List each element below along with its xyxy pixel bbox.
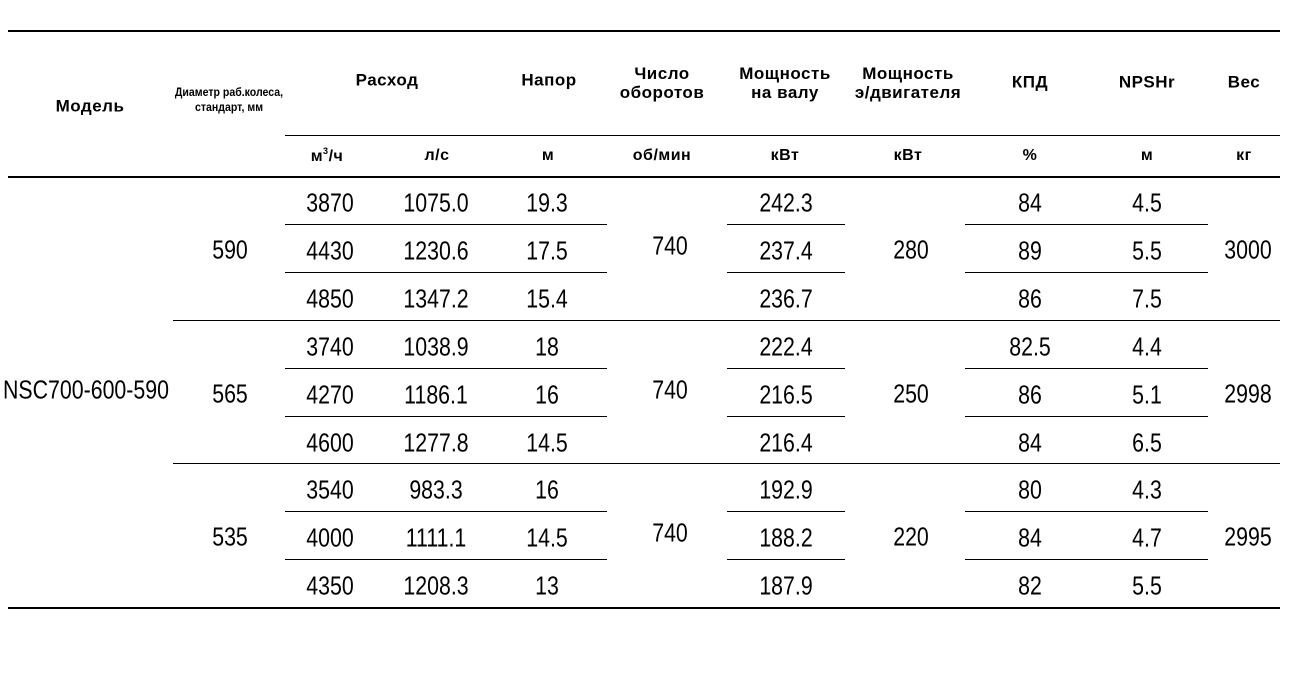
table-bottom-rule xyxy=(8,607,1280,609)
weight-cell: 3000 xyxy=(1224,234,1272,265)
flow-ls-cell: 1230.6 xyxy=(403,235,469,266)
npshr-cell: 6.5 xyxy=(1132,426,1162,457)
unit-flow-m3h-exp: 3 xyxy=(323,146,329,157)
header-shaft-power-line1: Мощность xyxy=(739,63,831,83)
head-cell: 18 xyxy=(535,331,559,362)
row-rule xyxy=(285,416,607,417)
unit-motor-power: кВт xyxy=(893,147,923,165)
flow-ls-cell: 1208.3 xyxy=(403,569,469,600)
motor-power-cell: 220 xyxy=(893,521,929,552)
table-top-rule xyxy=(8,30,1280,32)
head-cell: 17.5 xyxy=(526,235,568,266)
header-speed xyxy=(620,64,705,102)
shaft-power-cell: 187.9 xyxy=(759,569,813,600)
weight-cell: 2995 xyxy=(1224,521,1272,552)
npshr-cell: 5.5 xyxy=(1132,569,1162,600)
row-rule xyxy=(965,368,1208,369)
flow-ls-cell: 1038.9 xyxy=(403,331,469,362)
efficiency-cell: 86 xyxy=(1018,282,1042,313)
row-rule xyxy=(965,559,1208,560)
npshr-cell: 4.4 xyxy=(1132,331,1162,362)
row-rule xyxy=(727,368,845,369)
head-cell: 16 xyxy=(535,474,559,505)
shaft-power-cell: 216.5 xyxy=(759,379,813,410)
flow-m3h-cell: 4270 xyxy=(306,379,354,410)
header-motor-power xyxy=(855,64,961,102)
flow-m3h-cell: 4430 xyxy=(306,235,354,266)
speed-cell: 740 xyxy=(652,374,688,405)
unit-head: м xyxy=(541,147,555,165)
header-model: Модель xyxy=(55,96,125,116)
unit-shaft-power: кВт xyxy=(770,147,800,165)
header-flow: Расход xyxy=(355,70,419,90)
header-motor-power-line1: Мощность xyxy=(862,63,954,83)
header-speed-line1: Число xyxy=(634,63,690,83)
row-rule xyxy=(727,224,845,225)
speed-cell: 740 xyxy=(652,517,688,548)
unit-flow-m3h-base: м xyxy=(310,148,324,166)
header-shaft-power xyxy=(739,64,831,102)
row-rule xyxy=(727,416,845,417)
model-name: NSC700-600-590 xyxy=(3,374,169,405)
shaft-power-cell: 216.4 xyxy=(759,426,813,457)
flow-m3h-cell: 3740 xyxy=(306,331,354,362)
header-speed-line2: оборотов xyxy=(619,83,705,102)
efficiency-cell: 82.5 xyxy=(1009,331,1051,362)
row-rule xyxy=(965,416,1208,417)
row-rule xyxy=(965,272,1208,273)
npshr-cell: 5.1 xyxy=(1132,379,1162,410)
header-npshr: NPSHr xyxy=(1118,72,1176,92)
diameter-cell: 535 xyxy=(212,521,248,552)
diameter-cell: 565 xyxy=(212,378,248,409)
flow-ls-cell: 1111.1 xyxy=(405,522,467,553)
head-cell: 19.3 xyxy=(526,187,568,218)
flow-ls-cell: 983.3 xyxy=(409,474,463,505)
flow-ls-cell: 1347.2 xyxy=(403,282,469,313)
row-rule xyxy=(285,224,607,225)
npshr-cell: 5.5 xyxy=(1132,235,1162,266)
efficiency-cell: 82 xyxy=(1018,569,1042,600)
unit-npshr: м xyxy=(1140,147,1154,165)
shaft-power-cell: 236.7 xyxy=(759,282,813,313)
row-rule xyxy=(285,368,607,369)
head-cell: 14.5 xyxy=(526,426,568,457)
header-bottom-rule xyxy=(8,176,1280,178)
flow-m3h-cell: 4600 xyxy=(306,426,354,457)
unit-flow-ls: л/с xyxy=(424,147,450,165)
row-rule xyxy=(727,559,845,560)
motor-power-cell: 280 xyxy=(893,234,929,265)
unit-weight: кг xyxy=(1236,147,1252,165)
shaft-power-cell: 188.2 xyxy=(759,522,813,553)
header-diameter xyxy=(175,85,283,115)
unit-speed: об/мин xyxy=(632,147,692,165)
group-divider-2 xyxy=(173,463,1280,464)
npshr-cell: 4.7 xyxy=(1132,522,1162,553)
diameter-cell: 590 xyxy=(212,234,248,265)
npshr-cell: 4.3 xyxy=(1132,474,1162,505)
flow-ls-cell: 1075.0 xyxy=(403,187,469,218)
row-rule xyxy=(285,272,607,273)
head-cell: 16 xyxy=(535,379,559,410)
row-rule xyxy=(965,511,1208,512)
shaft-power-cell: 237.4 xyxy=(759,235,813,266)
motor-power-cell: 250 xyxy=(893,378,929,409)
head-cell: 15.4 xyxy=(526,282,568,313)
row-rule xyxy=(727,511,845,512)
efficiency-cell: 80 xyxy=(1018,474,1042,505)
row-rule xyxy=(727,272,845,273)
efficiency-cell: 84 xyxy=(1018,187,1042,218)
shaft-power-cell: 192.9 xyxy=(759,474,813,505)
unit-flow-m3h-tail: /ч xyxy=(328,148,344,166)
header-head: Напор xyxy=(521,70,577,90)
flow-m3h-cell: 4350 xyxy=(306,569,354,600)
weight-cell: 2998 xyxy=(1224,378,1272,409)
shaft-power-cell: 222.4 xyxy=(759,331,813,362)
header-efficiency: КПД xyxy=(1011,72,1049,92)
header-weight: Вес xyxy=(1227,72,1261,92)
unit-efficiency: % xyxy=(1022,147,1038,165)
efficiency-cell: 84 xyxy=(1018,426,1042,457)
unit-flow-m3h xyxy=(311,146,344,166)
row-rule xyxy=(285,559,607,560)
flow-ls-cell: 1277.8 xyxy=(403,426,469,457)
npshr-cell: 7.5 xyxy=(1132,282,1162,313)
flow-m3h-cell: 3540 xyxy=(306,474,354,505)
flow-ls-cell: 1186.1 xyxy=(404,379,468,410)
flow-m3h-cell: 4000 xyxy=(306,522,354,553)
header-diameter-line1: Диаметр раб.колеса, xyxy=(174,85,284,99)
efficiency-cell: 89 xyxy=(1018,235,1042,266)
header-motor-power-line2: э/двигателя xyxy=(854,83,962,102)
head-cell: 13 xyxy=(535,569,559,600)
header-unit-rule xyxy=(285,135,1280,136)
efficiency-cell: 86 xyxy=(1018,379,1042,410)
group-divider-1 xyxy=(173,320,1280,321)
speed-cell: 740 xyxy=(652,230,688,261)
shaft-power-cell: 242.3 xyxy=(759,187,813,218)
header-shaft-power-line2: на валу xyxy=(751,83,819,102)
head-cell: 14.5 xyxy=(526,522,568,553)
row-rule xyxy=(285,511,607,512)
efficiency-cell: 84 xyxy=(1018,522,1042,553)
row-rule xyxy=(965,224,1208,225)
flow-m3h-cell: 4850 xyxy=(306,282,354,313)
header-diameter-line2: стандарт, мм xyxy=(194,100,264,114)
flow-m3h-cell: 3870 xyxy=(306,187,354,218)
npshr-cell: 4.5 xyxy=(1132,187,1162,218)
